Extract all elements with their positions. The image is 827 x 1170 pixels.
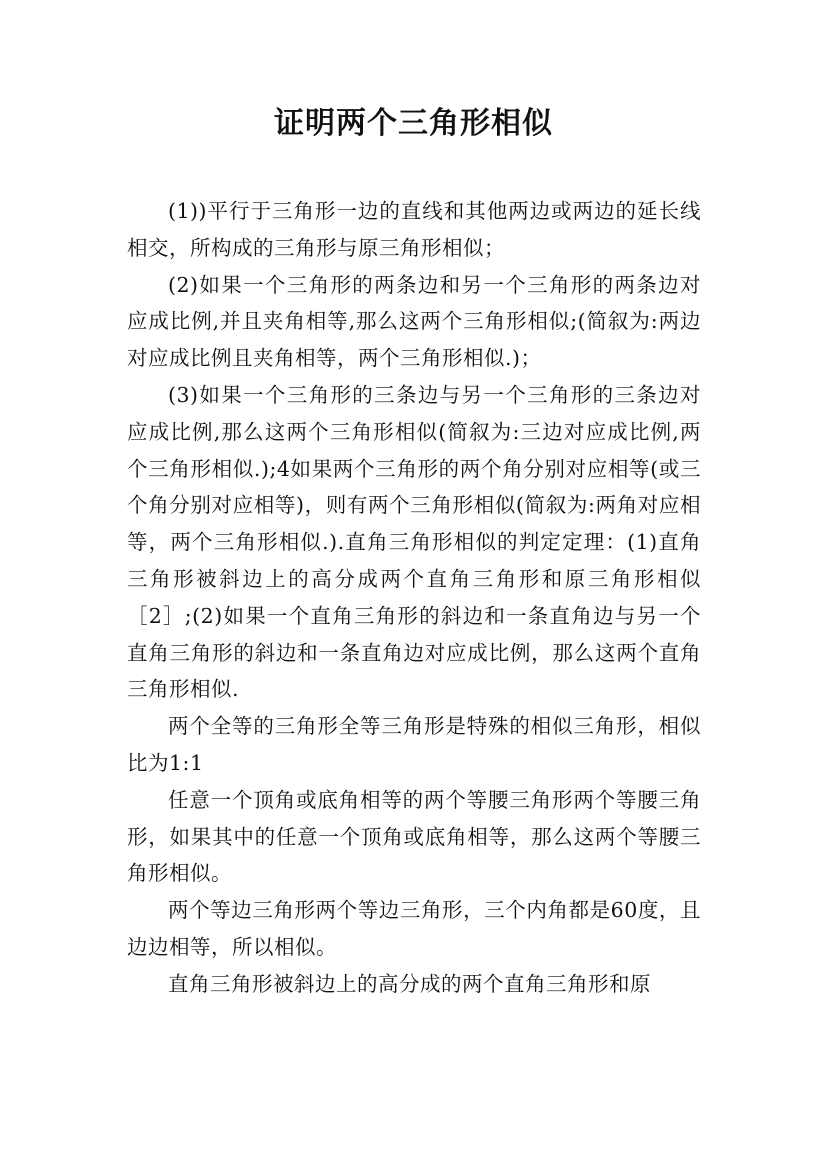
paragraph-6: 两个等边三角形两个等边三角形，三个内角都是60度，且边边相等，所以相似。 xyxy=(127,898,701,959)
paragraph-3: (3)如果一个三角形的三条边与另一个三角形的三条边对应成比例,那么这两个三角形相似(简叙为:三边对应成比例,两个三角形相似.);4如果两个三角形的两个角分别对应相等(或三个角分别对应相等)，则有两个三角形相似(简叙为:两角对应相等，两个三角形相似.).直角三角形相似的判定定理：(1)直角三角形被斜边上的高分成两个直角三角形和原三角形相似［2］;(2)如果一个直角三角形的斜边和一条直角边与另一个直角三角形的斜边和一条直角边对应成比例，那么这两个直角三角形相似. xyxy=(127,382,701,702)
document-title: 证明两个三角形相似 xyxy=(274,106,553,141)
paragraph-2: (2)如果一个三角形的两条边和另一个三角形的两条边对应成比例,并且夹角相等,那么这两个三角形相似;(简叙为:两边对应成比例且夹角相等，两个三角形相似.)； xyxy=(127,272,701,371)
paragraph-1: (1))平行于三角形一边的直线和其他两边或两边的延长线相交，所构成的三角形与原三角形相似； xyxy=(127,199,701,260)
paragraph-7: 直角三角形被斜边上的高分成的两个直角三角形和原 xyxy=(168,971,651,996)
paragraph-4: 两个全等的三角形全等三角形是特殊的相似三角形，相似比为1:1 xyxy=(127,714,701,775)
document-body xyxy=(127,193,701,1003)
paragraph-5: 任意一个顶角或底角相等的两个等腰三角形两个等腰三角形，如果其中的任意一个顶角或底角相等，那么这两个等腰三角形相似。 xyxy=(127,787,701,886)
